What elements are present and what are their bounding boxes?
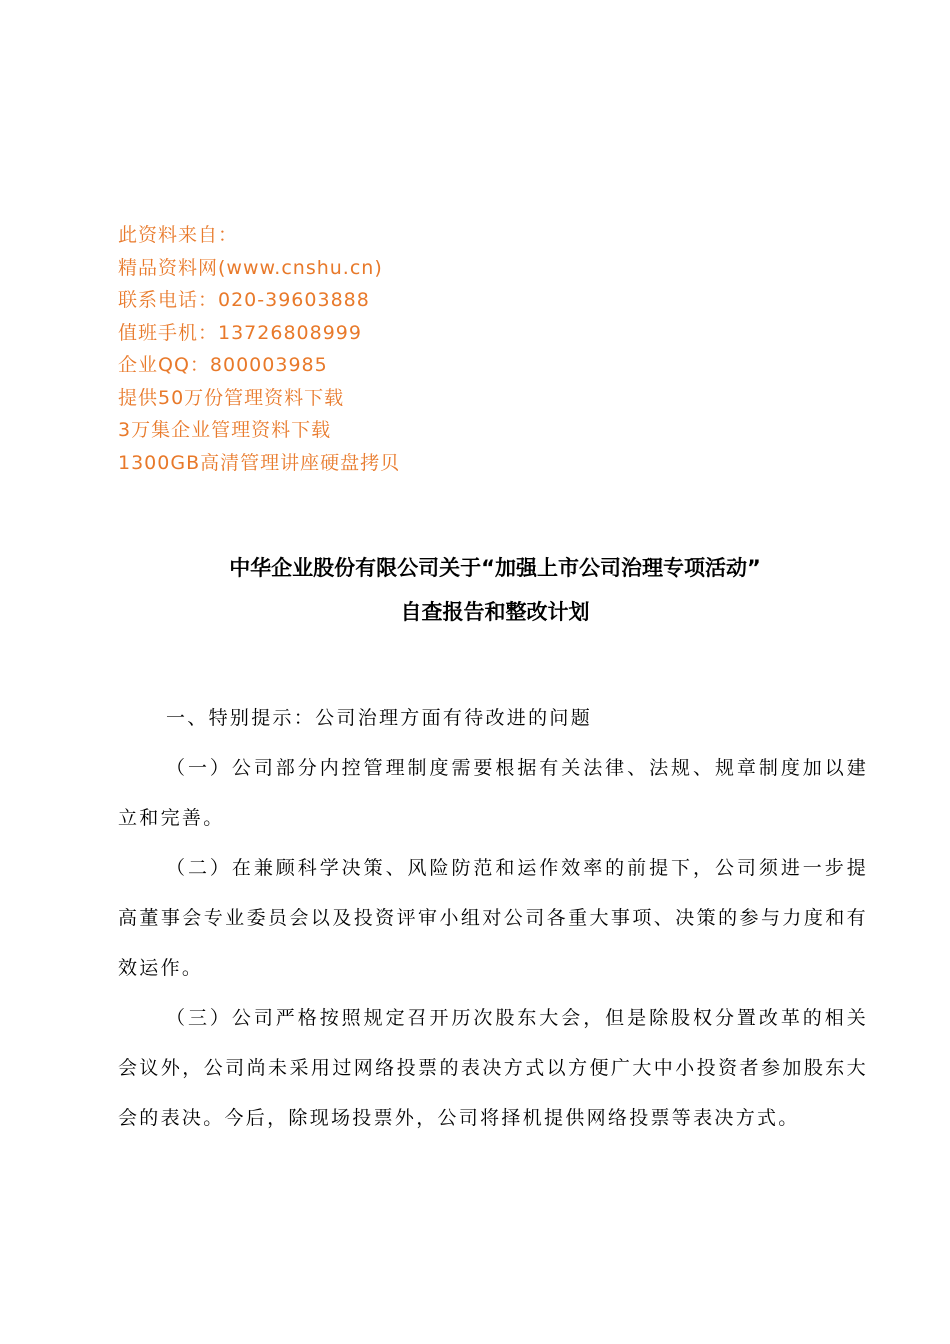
source-line-phone: 联系电话：020-39603888 [118,289,370,311]
source-line-qq: 企业QQ：800003985 [118,354,328,376]
paragraph-item-3: （三）公司严格按照规定召开历次股东大会，但是除股权分置改革的相关会议外，公司尚未采用过网络投票的表决方式以方便广大中小投资者参加股东大会的表决。今后，除现场投票外，公司将择机提供网络投票等表决方式。 [118,1007,868,1129]
source-line-website: 精品资料网(www.cnshu.cn) [118,256,383,279]
source-line-offer-episodes: 3万集企业管理资料下载 [118,419,332,441]
source-line-mobile: 值班手机：13726808999 [118,321,362,344]
document-body [118,693,868,1143]
source-line-offer-lectures: 1300GB高清管理讲座硬盘拷贝 [118,451,401,474]
source-line-offer-docs: 提供50万份管理资料下载 [118,386,345,409]
paragraph-item-2: （二）在兼顾科学决策、风险防范和运作效率的前提下，公司须进一步提高董事会专业委员会以及投资评审小组对公司各重大事项、决策的参与力度和有效运作。 [118,857,868,979]
title-line-1: 中华企业股份有限公司关于“加强上市公司治理专项活动” [229,556,761,580]
section-heading-special-notice: 一、特别提示：公司治理方面有待改进的问题 [166,707,593,729]
title-line-2: 自查报告和整改计划 [400,600,590,624]
source-line-from: 此资料来自： [118,224,239,246]
paragraph-item-1: （一）公司部分内控管理制度需要根据有关法律、法规、规章制度加以建立和完善。 [118,757,868,829]
source-info-block [118,219,638,479]
document-title [60,546,930,634]
